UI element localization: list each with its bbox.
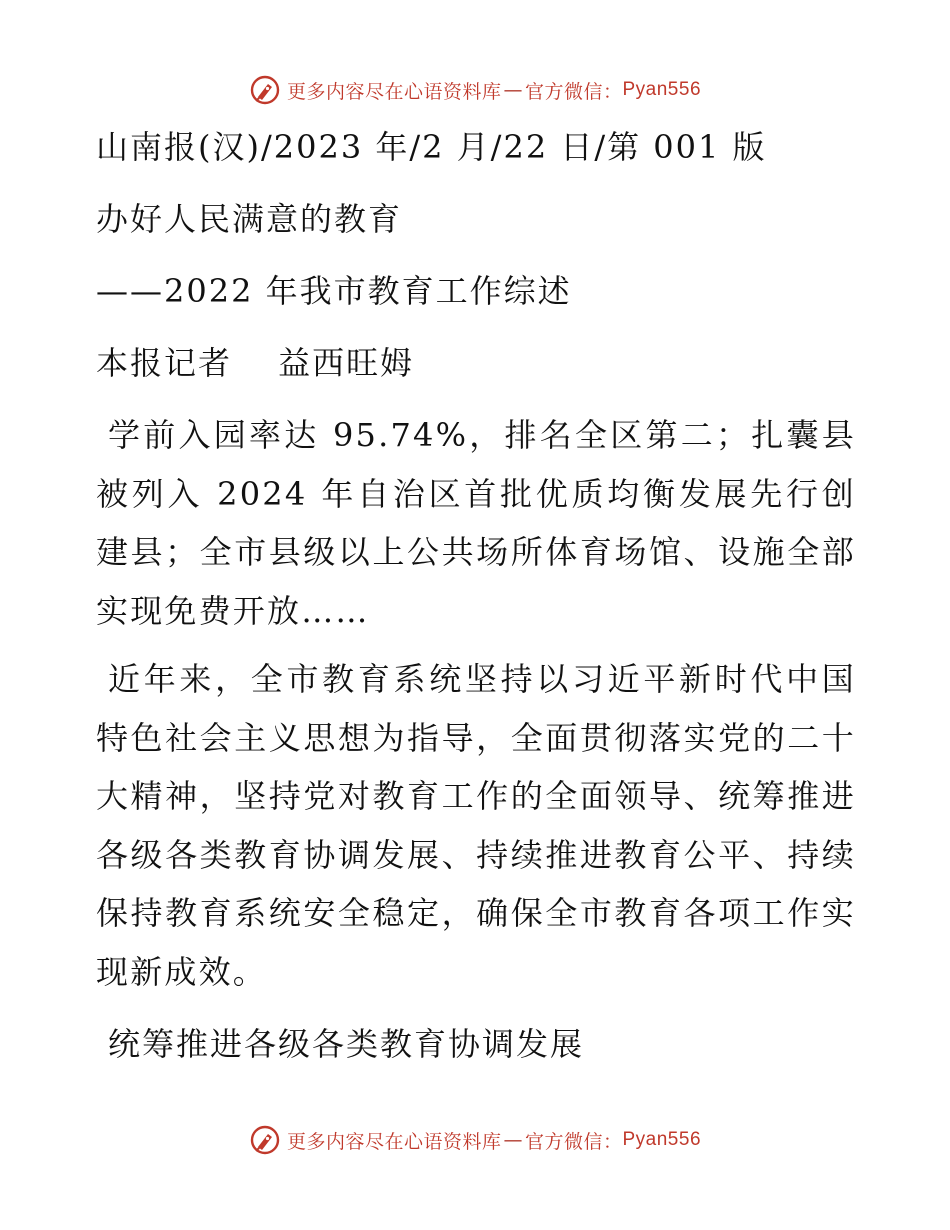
article-title: 办好人民满意的教育 [96,200,403,238]
section-heading: 统筹推进各级各类教育协调发展 [108,1025,585,1063]
banner-text: 更多内容尽在心语资料库 [286,80,502,103]
banner-wechat-label: 官方微信： [524,80,623,103]
paragraph: 学前入园率达 95.74%，排名全区第二；扎囊县被列入 2024 年自治区首批优质均衡发展先行创建县；全市县级以上公共场所体育场馆、设施全部实现免费开放…… [96,416,856,630]
article-source: 山南报(汉)/2023 年/2 月/22 日/第 001 版 [96,128,767,166]
banner-wechat-id: Pyan556 [622,79,702,100]
banner-wechat-id: Pyan556 [622,1129,702,1150]
article-body [96,118,856,1073]
header-banner [0,72,950,108]
pen-nib-icon [249,74,281,106]
footer-banner [0,1122,950,1158]
paragraph: 近年来，全市教育系统坚持以习近平新时代中国特色社会主义思想为指导，全面贯彻落实党的二十大精神，坚持党对教育工作的全面领导、统筹推进各级各类教育协调发展、持续推进教育公平、持续保持教育系统安全稳定，确保全市教育各项工作实现新成效。 [96,660,856,991]
banner-wechat-label: 官方微信： [524,1130,623,1153]
banner-text: 更多内容尽在心语资料库 [286,1130,502,1153]
article-byline: 本报记者 益西旺姆 [96,344,415,382]
article-subtitle: ——2022 年我市教育工作综述 [96,272,572,310]
pen-nib-icon [249,1124,281,1156]
banner-separator: — [503,1129,523,1151]
banner-separator: — [503,79,523,101]
